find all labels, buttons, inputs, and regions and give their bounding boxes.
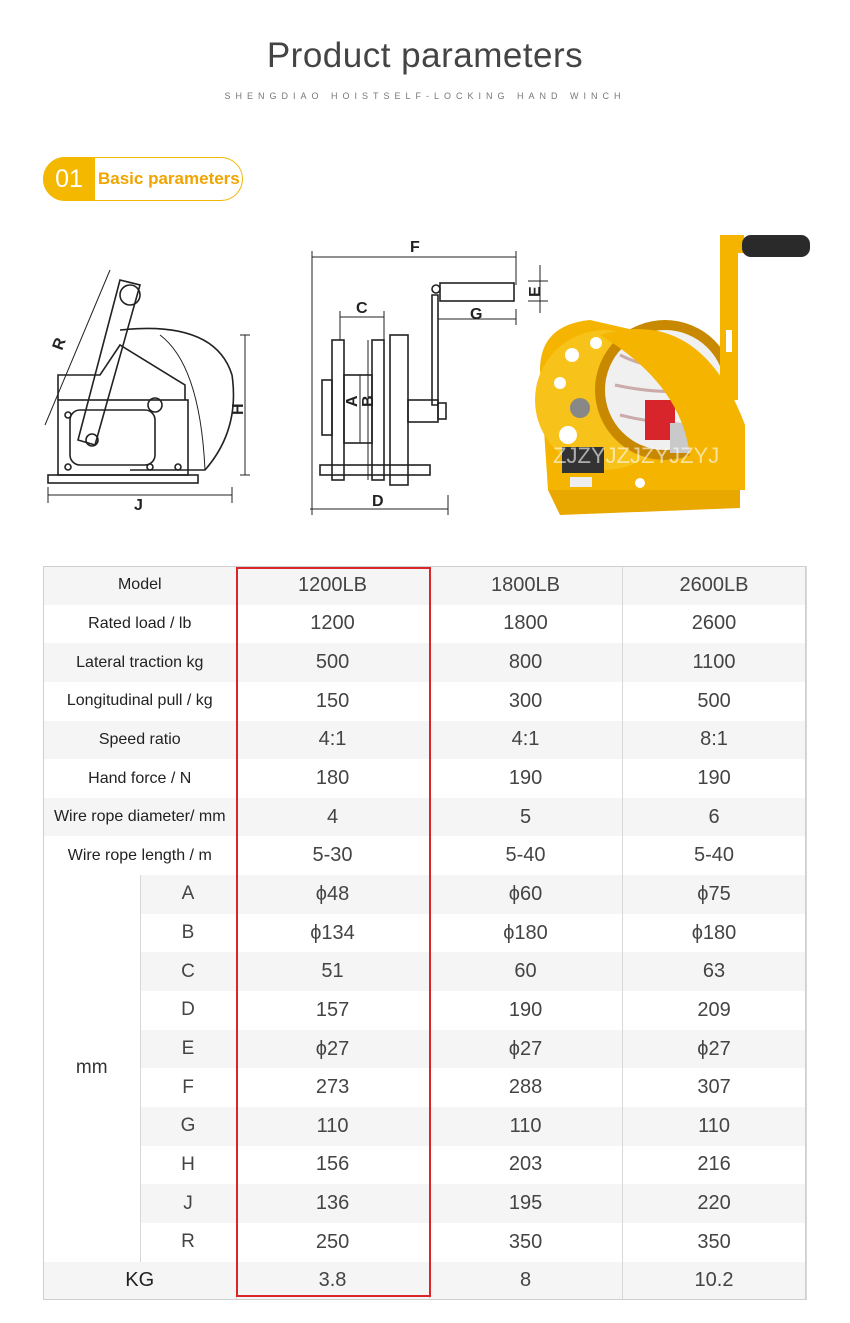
table-cell: ϕ180 [622,914,806,953]
table-header-row [44,566,806,605]
table-cell: 250 [236,1223,429,1262]
dimension-label: B [140,914,236,953]
row-label: Wire rope length / m [44,836,236,875]
table-cell: 136 [236,1184,429,1223]
table-row [44,914,806,953]
row-label: Model [44,566,236,605]
table-cell: 5 [429,798,622,837]
label-C: C [356,300,368,317]
label-E: E [527,286,544,297]
table-cell: 190 [429,991,622,1030]
table-row [44,1107,806,1146]
table-cell: 60 [429,952,622,991]
row-label: Lateral traction kg [44,643,236,682]
dimension-label: A [140,875,236,914]
table-cell: 6 [622,798,806,837]
row-label: Hand force / N [44,759,236,798]
table-cell: ϕ180 [429,914,622,953]
table-cell: ϕ75 [622,875,806,914]
section-badge [43,157,243,201]
table-row [44,682,806,721]
table-cell: 216 [622,1146,806,1185]
table-cell: ϕ134 [236,914,429,953]
table-cell: 350 [429,1223,622,1262]
table-row [44,1184,806,1223]
row-label: Rated load / lb [44,605,236,644]
dimension-label: H [140,1146,236,1185]
label-G: G [470,306,483,323]
page-title: Product parameters [266,36,584,75]
dimension-label: R [140,1223,236,1262]
table-cell: 156 [236,1146,429,1185]
table-cell: 209 [622,991,806,1030]
front-view-drawing [310,251,548,515]
table-cell: 800 [429,643,622,682]
front-view-labels [344,239,544,510]
table-cell: 300 [429,682,622,721]
table-cell: 195 [429,1184,622,1223]
table-row [44,643,806,682]
table-cell: 51 [236,952,429,991]
section-label: Basic parameters [98,169,240,188]
winch-drawings [0,225,850,535]
table-row [44,798,806,837]
table-cell: 220 [622,1184,806,1223]
table-row [44,991,806,1030]
dimension-label: D [140,991,236,1030]
table-row [44,836,806,875]
table-row [44,1146,806,1185]
table-cell: 10.2 [622,1262,806,1301]
table-row [44,1262,806,1301]
table-cell: 1200 [236,605,429,644]
table-cell: 5-30 [236,836,429,875]
model-header: 1800LB [429,566,622,605]
table-cell: 8:1 [622,721,806,760]
dimension-label: G [140,1107,236,1146]
table-row [44,1030,806,1069]
table-cell: 110 [622,1107,806,1146]
parameters-table [44,566,807,1300]
table-cell: 307 [622,1068,806,1107]
table-cell: 3.8 [236,1262,429,1301]
table-cell: 180 [236,759,429,798]
label-R: R [49,335,70,353]
table-cell: 350 [622,1223,806,1262]
row-label: KG [44,1262,236,1301]
photo-watermark: ZJZYJZJZYJZYJ [553,443,720,468]
page-subtitle: SHENGDIAO HOISTSELF-LOCKING HAND WINCH [224,91,626,101]
table-cell: 5-40 [622,836,806,875]
table-row [44,721,806,760]
table-row [44,875,806,914]
table-cell: 110 [429,1107,622,1146]
table-cell: 5-40 [429,836,622,875]
section-number: 01 [43,157,95,201]
table-row [44,759,806,798]
winch-photo [535,235,810,515]
label-F: F [410,239,420,256]
table-cell: 203 [429,1146,622,1185]
label-J: J [134,497,143,514]
table-row [44,952,806,991]
table-cell: ϕ27 [622,1030,806,1069]
table-cell: 63 [622,952,806,991]
table-cell: ϕ27 [236,1030,429,1069]
unit-group-label: mm [44,875,140,1261]
table-cell: 4 [236,798,429,837]
side-view-drawing [45,270,250,503]
label-A: A [344,395,361,407]
model-header: 1200LB [236,566,429,605]
table-cell: 1800 [429,605,622,644]
table-cell: 190 [429,759,622,798]
model-header: 2600LB [622,566,806,605]
table-row [44,1068,806,1107]
dimension-label: C [140,952,236,991]
table-cell: 150 [236,682,429,721]
table-cell: 500 [236,643,429,682]
table-cell: 8 [429,1262,622,1301]
table-cell: 190 [622,759,806,798]
label-B: B [360,395,377,407]
table-cell: 288 [429,1068,622,1107]
table-row [44,1223,806,1262]
table-cell: ϕ60 [429,875,622,914]
table-cell: 110 [236,1107,429,1146]
label-D: D [372,493,384,510]
dimension-label: F [140,1068,236,1107]
table-cell: 4:1 [236,721,429,760]
table-cell: 2600 [622,605,806,644]
dimension-label: J [140,1184,236,1223]
table-cell: ϕ27 [429,1030,622,1069]
row-label: Wire rope diameter/ mm [44,798,236,837]
table-cell: 157 [236,991,429,1030]
table-cell: ϕ48 [236,875,429,914]
row-label: Longitudinal pull / kg [44,682,236,721]
dimension-label: E [140,1030,236,1069]
table-cell: 4:1 [429,721,622,760]
table-cell: 1100 [622,643,806,682]
row-label: Speed ratio [44,721,236,760]
table-cell: 273 [236,1068,429,1107]
label-H: H [230,403,247,415]
table-cell: 500 [622,682,806,721]
table-row [44,605,806,644]
